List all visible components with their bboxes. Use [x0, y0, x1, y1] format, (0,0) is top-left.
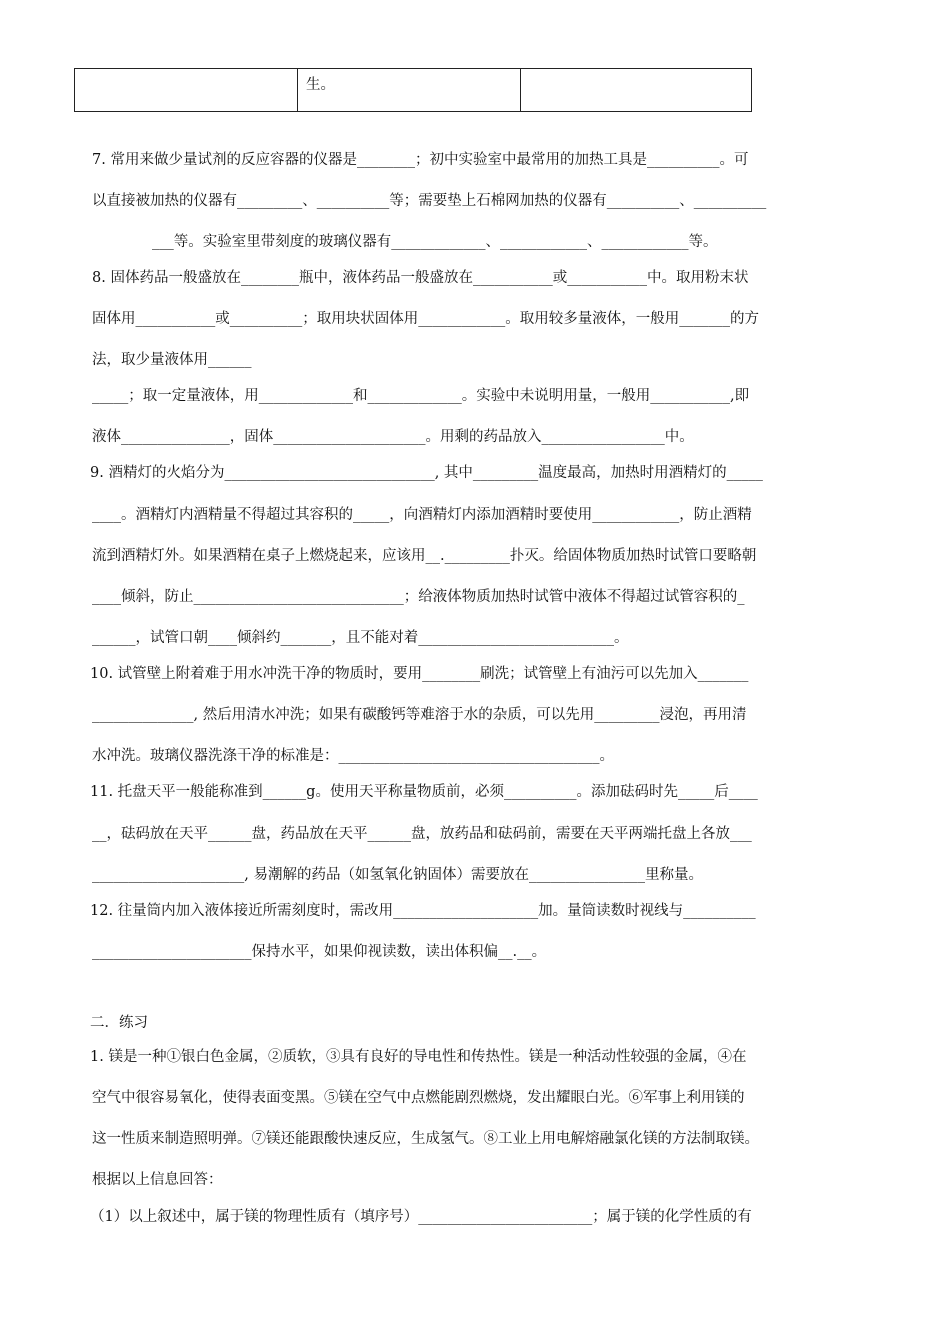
q12-line-2: ______________________保持水平，如果仰视读数，读出体积偏__.__。 — [92, 944, 547, 960]
table-row — [75, 69, 752, 112]
exercise-line-3: 这一性质来制造照明弹。⑦镁还能跟酸快速反应，生成氢气。⑧工业上用电解熔融氯化镁的方法制取镁。 — [92, 1131, 759, 1147]
table-cell: 生。 — [298, 69, 521, 112]
q11-line-1: 11. 托盘天平一般能称准到______g。使用天平称量物质前，必须__________。添加砝码时先_____后____ — [90, 784, 758, 800]
q7-line-1: 7. 常用来做少量试剂的反应容器的仪器是________；初中实验室中最常用的加热工具是__________。可 — [92, 152, 749, 168]
section-title-practice: 二．练习 — [90, 1015, 148, 1031]
exercise-line-2: 空气中很容易氧化，使得表面变黑。⑤镁在空气中点燃能剧烈燃烧，发出耀眼白光。⑥军事上利用镁的 — [92, 1090, 745, 1106]
q9-line-4: ____倾斜，防止_____________________________；给液体物质加热时试管中液体不得超过试管容积的_ — [92, 589, 745, 605]
q8-line-5: 液体_______________，固体_____________________。用剩的药品放入_________________中。 — [92, 429, 694, 445]
q8-line-3: 法，取少量液体用______ — [92, 352, 252, 368]
q7-line-3: ___等。实验室里带刻度的玻璃仪器有_____________、____________、____________等。 — [152, 234, 718, 250]
q10-line-2: ______________, 然后用清水冲洗；如果有碳酸钙等难溶于水的杂质，可以先用_________浸泡，再用清 — [92, 707, 747, 723]
top-table-fragment — [74, 68, 752, 112]
q8-line-4: _____；取一定量液体，用_____________和_____________。实验中未说明用量，一般用___________,即 — [92, 388, 750, 404]
q9-line-5: ______，试管口朝____倾斜约_______，且不能对着___________________________。 — [92, 630, 629, 646]
q12-line-1: 12. 往量筒内加入液体接近所需刻度时，需改用____________________加。量筒读数时视线与__________ — [90, 903, 756, 919]
q10-line-3: 水冲洗。玻璃仪器洗涤干净的标准是：____________________________________。 — [92, 748, 614, 764]
table-cell — [75, 69, 298, 112]
q11-line-2: __，砝码放在天平______盘，药品放在天平______盘，放药品和砝码前，需要在天平两端托盘上各放___ — [92, 826, 752, 842]
exercise-line-1: 1. 镁是一种①银白色金属，②质软，③具有良好的导电性和传热性。镁是一种活动性较强的金属，④在 — [90, 1049, 747, 1065]
q8-line-1: 8. 固体药品一般盛放在________瓶中，液体药品一般盛放在___________或___________中。取用粉末状 — [92, 270, 749, 286]
q7-line-2: 以直接被加热的仪器有_________、__________等；需要垫上石棉网加热的仪器有__________、__________ — [92, 193, 767, 209]
q9-line-3: 流到酒精灯外。如果酒精在桌子上燃烧起来，应该用__._________扑灭。给固体物质加热时试管口要略朝 — [92, 548, 757, 564]
exercise-line-4: 根据以上信息回答： — [92, 1172, 223, 1188]
q10-line-1: 10. 试管壁上附着难于用水冲洗干净的物质时，要用________刷洗；试管壁上有油污可以先加入_______ — [90, 666, 749, 682]
q11-line-3: _____________________, 易潮解的药品（如氢氧化钠固体）需要放在________________里称量。 — [92, 867, 703, 883]
table-cell — [521, 69, 752, 112]
q8-line-2: 固体用___________或__________；取用块状固体用____________。取用较多量液体，一般用_______的方 — [92, 311, 759, 327]
q9-line-1: 9. 酒精灯的火焰分为_____________________________, 其中_________温度最高，加热时用酒精灯的_____ — [90, 465, 763, 481]
exercise-line-5: （1）以上叙述中，属于镁的物理性质有（填序号）________________________；属于镁的化学性质的有 — [90, 1209, 752, 1225]
q9-line-2: ____。酒精灯内酒精量不得超过其容积的_____，向酒精灯内添加酒精时要使用____________，防止酒精 — [92, 507, 752, 523]
